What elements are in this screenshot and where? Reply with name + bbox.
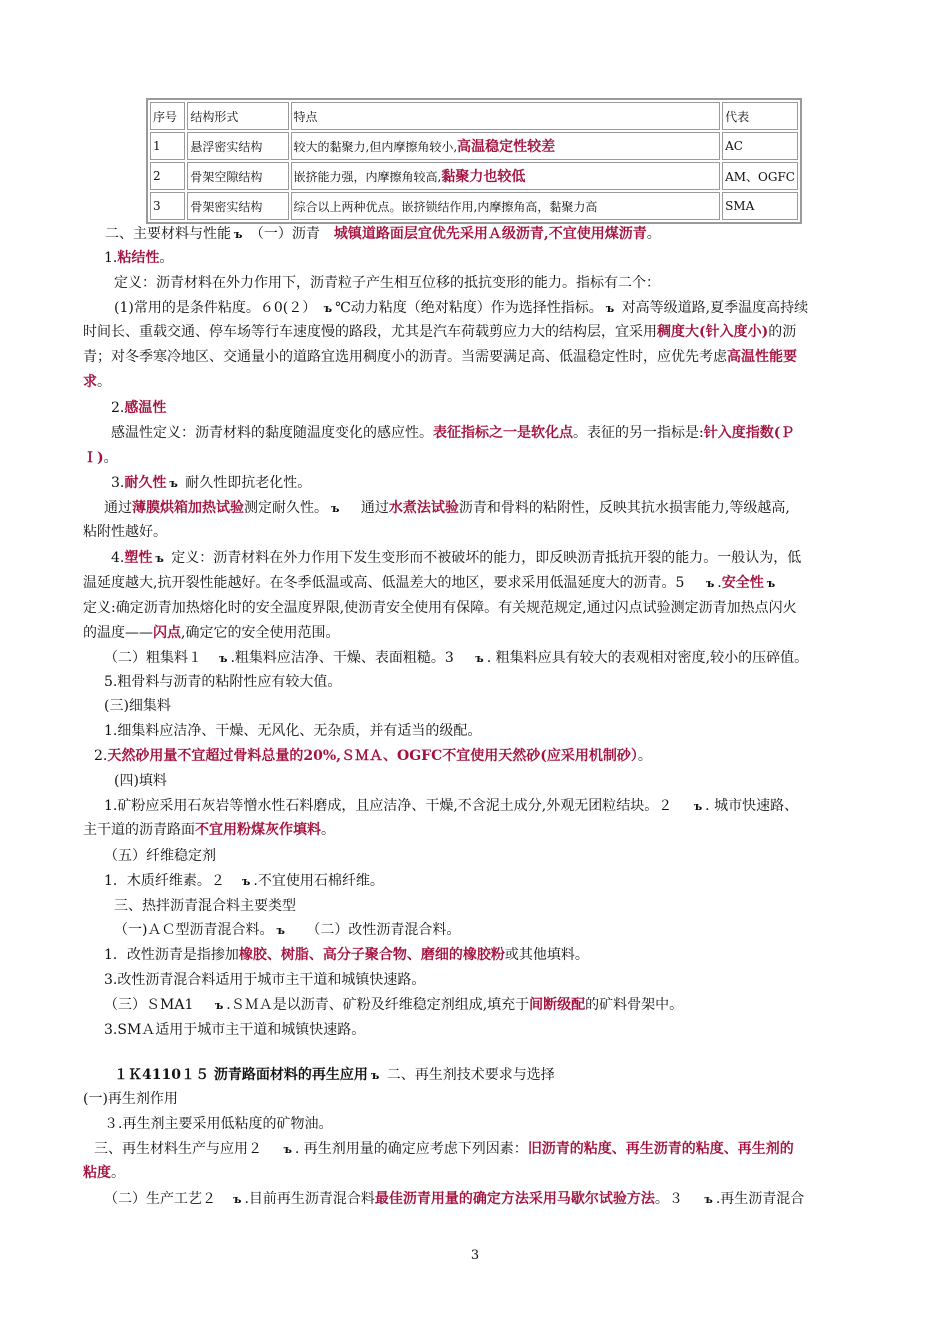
text-line: 2.天然砂用量不宜超过骨料总量的20%,ＳＭＡ、OGFC不宜使用天然砂(应采用机制砂）。	[94, 748, 652, 764]
table-cell	[291, 162, 721, 190]
body-text: 1．木质纤维素。２	[104, 873, 225, 889]
text-line: 粘度。	[83, 1165, 125, 1181]
text-line: 3.SMＡ适用于城市主干道和城镇快速路。	[104, 1022, 366, 1038]
text-line: (一)再生剂作用	[83, 1091, 178, 1107]
body-text: （二）生产工艺２	[104, 1191, 216, 1207]
highlight-text: 水煮法试验	[388, 500, 459, 516]
text-line	[83, 621, 873, 645]
bullet-marker-icon: ъ	[605, 302, 615, 315]
bullet-marker-icon: ъ	[705, 577, 715, 590]
bullet-marker-icon: ъ	[331, 502, 340, 515]
body-text: 。３	[654, 1191, 683, 1207]
highlight-text: 高温性能要	[727, 349, 797, 365]
text-line: (三)细集料	[104, 698, 171, 714]
text-line	[104, 943, 894, 967]
body-text: 主干道的沥青路面	[83, 822, 195, 838]
body-text: 的温度——	[83, 625, 153, 641]
highlight-text: 感温性	[124, 400, 167, 416]
highlight-text: 耐久性	[124, 475, 167, 491]
body-text: 耐久性即抗老化性。	[185, 475, 312, 491]
highlight-text: 针入度指数(Ｐ	[703, 425, 795, 441]
body-text: （一)ＡＣ型沥青混合料。	[114, 922, 274, 938]
table-header-row	[150, 102, 798, 130]
item-number: 4.	[111, 550, 125, 566]
body-text: 定义：沥青材料在外力作用下发生变形而不被破坏的能力，即反映沥青抵抗开裂的能力。一般认为，低	[171, 550, 802, 566]
text-line	[104, 869, 894, 894]
bullet-marker-icon: ъ	[370, 1069, 380, 1082]
highlight-text: 安全性	[721, 575, 764, 591]
highlight-text: 塑性	[124, 550, 153, 566]
table-header-cell: 结构形式	[187, 102, 288, 130]
heading-text: 二、主要材料与性能	[105, 226, 231, 242]
table-header-cell: 序号	[150, 102, 185, 130]
body-text: .不宜使用石棉纤维。	[253, 873, 384, 889]
table-cell: 1	[150, 132, 185, 160]
bullet-marker-icon: ъ	[155, 552, 164, 565]
text-line: （五）纤维稳定剂	[104, 848, 216, 864]
text-line: 5.粗骨料与沥青的粘附性应有较大值。	[104, 674, 342, 690]
body-text: ,确定它的安全使用范围。	[181, 625, 340, 641]
bullet-marker-icon: ъ	[323, 302, 333, 315]
table-cell: AM、OGFC	[722, 162, 798, 190]
body-text: 时间长、重载交通、停车场等行车速度慢的路段，尤其是汽车荷载剪应力大的结构层，宜采用	[83, 324, 657, 340]
bullet-marker-icon: ъ	[233, 1193, 242, 1206]
text-line	[111, 421, 901, 445]
body-text: （二）粗集料１	[104, 650, 202, 666]
table-row	[150, 192, 798, 220]
text-line	[114, 918, 904, 943]
text-line	[104, 1187, 894, 1212]
body-text: 测定耐久性。	[244, 500, 328, 516]
table-cell: SMA	[722, 192, 798, 220]
text-line	[111, 471, 901, 496]
body-text: 的沥	[768, 324, 797, 340]
highlight-text: 闪点	[153, 625, 181, 641]
text-line: Ｉ)。	[83, 450, 118, 466]
highlight-text: 最佳沥青用量的确定方法采用马歇尔试验方法	[374, 1191, 655, 1207]
highlight-text: 粘结性	[117, 250, 160, 266]
section-heading	[114, 1063, 904, 1088]
highlight-text: 不宜用粉煤灰作填料	[195, 822, 321, 838]
body-text: 三、再生材料生产与应用２	[94, 1141, 262, 1157]
text-line: 1.粘结性。	[104, 250, 174, 266]
page-number: 3	[470, 1248, 480, 1263]
highlight-text: 表征指标之一是软化点	[433, 425, 573, 441]
text-line: 温延度越大,抗开裂性能越好。在冬季低温或高、低温差大的地区，要求采用低温延度大的沥青。5 ъ .安全性 ъ	[83, 575, 776, 591]
table-cell: 2	[150, 162, 185, 190]
body-text: 通过	[104, 500, 132, 516]
structure-type-table	[146, 98, 802, 224]
text-line	[83, 345, 873, 369]
body-text: . 再生剂用量的确定应考虑下列因素：	[294, 1141, 528, 1157]
bullet-marker-icon: ъ	[766, 577, 776, 590]
table-cell	[291, 132, 721, 160]
body-text: 温延度越大,抗开裂性能越好。在冬季低温或高、低温差大的地区，要求采用低温延度大的沥青。5	[83, 575, 685, 591]
bullet-marker-icon: ъ	[169, 477, 178, 490]
body-text: 。表征的另一指标是:	[573, 425, 704, 441]
section-title: １Ｋ4110１５ 沥青路面材料的再生应用	[114, 1067, 368, 1083]
table-cell: AC	[722, 132, 798, 160]
body-text: 的矿料骨架中。	[585, 997, 684, 1013]
text-line: 主干道的沥青路面不宜用粉煤灰作填料。	[83, 822, 335, 838]
body-text: 对高等级道路,夏季温度高持续	[621, 300, 809, 316]
bullet-marker-icon: ъ	[219, 652, 228, 665]
table-row	[150, 162, 798, 190]
highlight-text: 间断级配	[529, 997, 586, 1013]
text-line	[83, 320, 873, 344]
text-line	[104, 794, 894, 819]
cell-text: 综合以上两种优点。嵌挤锁结作用,内摩擦角高，黏聚力高	[293, 199, 598, 214]
highlight-text: Ｉ)	[83, 450, 104, 466]
body-text: 1.矿粉应采用石灰岩等憎水性石料磨成，且应洁净、干燥,不含泥土成分,外观无团粒结块。２	[104, 798, 673, 814]
body-text: 青；对冬季寒冷地区、交通量小的道路宜选用稠度小的沥青。当需要满足高、低温稳定性时，应优先考虑	[83, 349, 727, 365]
body-text: ℃动力粘度（绝对粘度）作为选择性指标。	[335, 300, 603, 316]
body-text: . 城市快速路、	[705, 798, 799, 814]
table-cell: 3	[150, 192, 185, 220]
text-line: 定义:确定沥青加热熔化时的安全温度界限,使沥青安全使用有保障。有关规范规定,通过闪点试验测定沥青加热点闪火	[83, 600, 797, 616]
bullet-marker-icon: ъ	[704, 1193, 713, 1206]
text-line	[114, 296, 904, 321]
highlight-text: 稠度大(针入度小)	[657, 324, 769, 340]
body-text: .粗集料应洁净、干燥、表面粗糙。3	[230, 650, 454, 666]
body-text: .目前再生沥青混合料	[244, 1191, 375, 1207]
body-text: 感温性定义：沥青材料的黏度随温度变化的感应性。	[111, 425, 433, 441]
text-line: 定义：沥青材料在外力作用下，沥青粒子产生相互位移的抵抗变形的能力。指标有二个：	[114, 275, 660, 291]
text-line	[94, 1137, 884, 1162]
body-text: 通过	[360, 500, 389, 516]
text-line	[104, 496, 894, 521]
item-number: 1.	[104, 250, 118, 266]
text-line: 二、主要材料与性能 ъ （一）沥青 城镇道路面层宜优先采用Ａ级沥青,不宜使用煤沥青。	[105, 226, 661, 242]
highlight-text: 天然砂用量不宜超过骨料总量的20%,ＳＭＡ、OGFC不宜使用天然砂(应采用机制砂）	[107, 748, 638, 764]
text-line	[111, 396, 901, 420]
item-number: 3.	[111, 475, 125, 491]
bullet-marker-icon: ъ	[475, 652, 484, 665]
bullet-marker-icon: ъ	[693, 800, 703, 813]
text-line	[111, 546, 901, 571]
bullet-marker-icon: ъ	[283, 1143, 292, 1156]
table-header-cell: 代表	[722, 102, 798, 130]
table-cell: 骨架空隙结构	[187, 162, 288, 190]
body-text: 二、再生剂技术要求与选择	[386, 1067, 555, 1083]
cell-text: 嵌挤能力强，内摩擦角较高,	[293, 170, 442, 184]
highlight-text: 粘度	[83, 1165, 111, 1181]
table-header-cell: 特点	[291, 102, 721, 130]
text-line	[104, 993, 894, 1018]
highlight-text: 橡胶、树脂、高分子聚合物、磨细的橡胶粉	[238, 947, 505, 963]
subheading-text: （一）沥青	[249, 226, 320, 242]
item-number: 2.	[111, 400, 125, 416]
highlight-text: 旧沥青的粘度、再生沥青的粘度、再生剂的	[527, 1141, 794, 1157]
body-text: . 粗集料应具有较大的表观相对密度,较小的压碎值。	[486, 650, 809, 666]
text-line: 1.细集料应洁净、干燥、无风化、无杂质，并有适当的级配。	[104, 723, 482, 739]
bullet-marker-icon: ъ	[276, 924, 285, 937]
body-text: 1．改性沥青是指掺加	[104, 947, 239, 963]
body-text: .ＳＭＡ是以沥青、矿粉及纤维稳定剂组成,填充于	[226, 997, 530, 1013]
body-text: 或其他填料。	[504, 947, 589, 963]
body-text: （三）ＳMA1	[104, 997, 194, 1013]
table-cell: 悬浮密实结构	[187, 132, 288, 160]
text-line: 求。	[83, 374, 111, 390]
highlight-text: 城镇道路面层宜优先采用Ａ级沥青,不宜使用煤沥青	[333, 226, 647, 242]
body-text: (1)常用的是条件粘度。６0(２）	[114, 300, 317, 316]
cell-highlight: 黏聚力也较低	[441, 169, 526, 185]
text-line	[104, 646, 894, 671]
text-line: 粘附性越好。	[83, 524, 167, 540]
bullet-marker-icon: ъ	[234, 228, 243, 241]
cell-text: 较大的黏聚力,但内摩擦角较小,	[293, 140, 458, 154]
highlight-text: 薄膜烘箱加热试验	[132, 500, 244, 516]
table-cell	[291, 192, 721, 220]
body-text: .再生沥青混合	[715, 1191, 805, 1207]
body-text: 沥青和骨料的粘附性，反映其抗水损害能力,等级越高,	[458, 500, 790, 516]
body-text: （二）改性沥青混合料。	[306, 922, 461, 938]
bullet-marker-icon: ъ	[241, 875, 251, 888]
text-line: 三、热拌沥青混合料主要类型	[114, 898, 296, 914]
table-row	[150, 132, 798, 160]
text-line: (四)填料	[114, 773, 167, 789]
cell-highlight: 高温稳定性较差	[457, 139, 556, 155]
highlight-text: 求	[83, 374, 97, 390]
table-cell: 骨架密实结构	[187, 192, 288, 220]
text-line: ３.再生剂主要采用低粘度的矿物油。	[104, 1116, 333, 1132]
text-line: 3.改性沥青混合料适用于城市主干道和城镇快速路。	[104, 972, 426, 988]
bullet-marker-icon: ъ	[214, 999, 224, 1012]
item-number: 2.	[94, 748, 108, 764]
